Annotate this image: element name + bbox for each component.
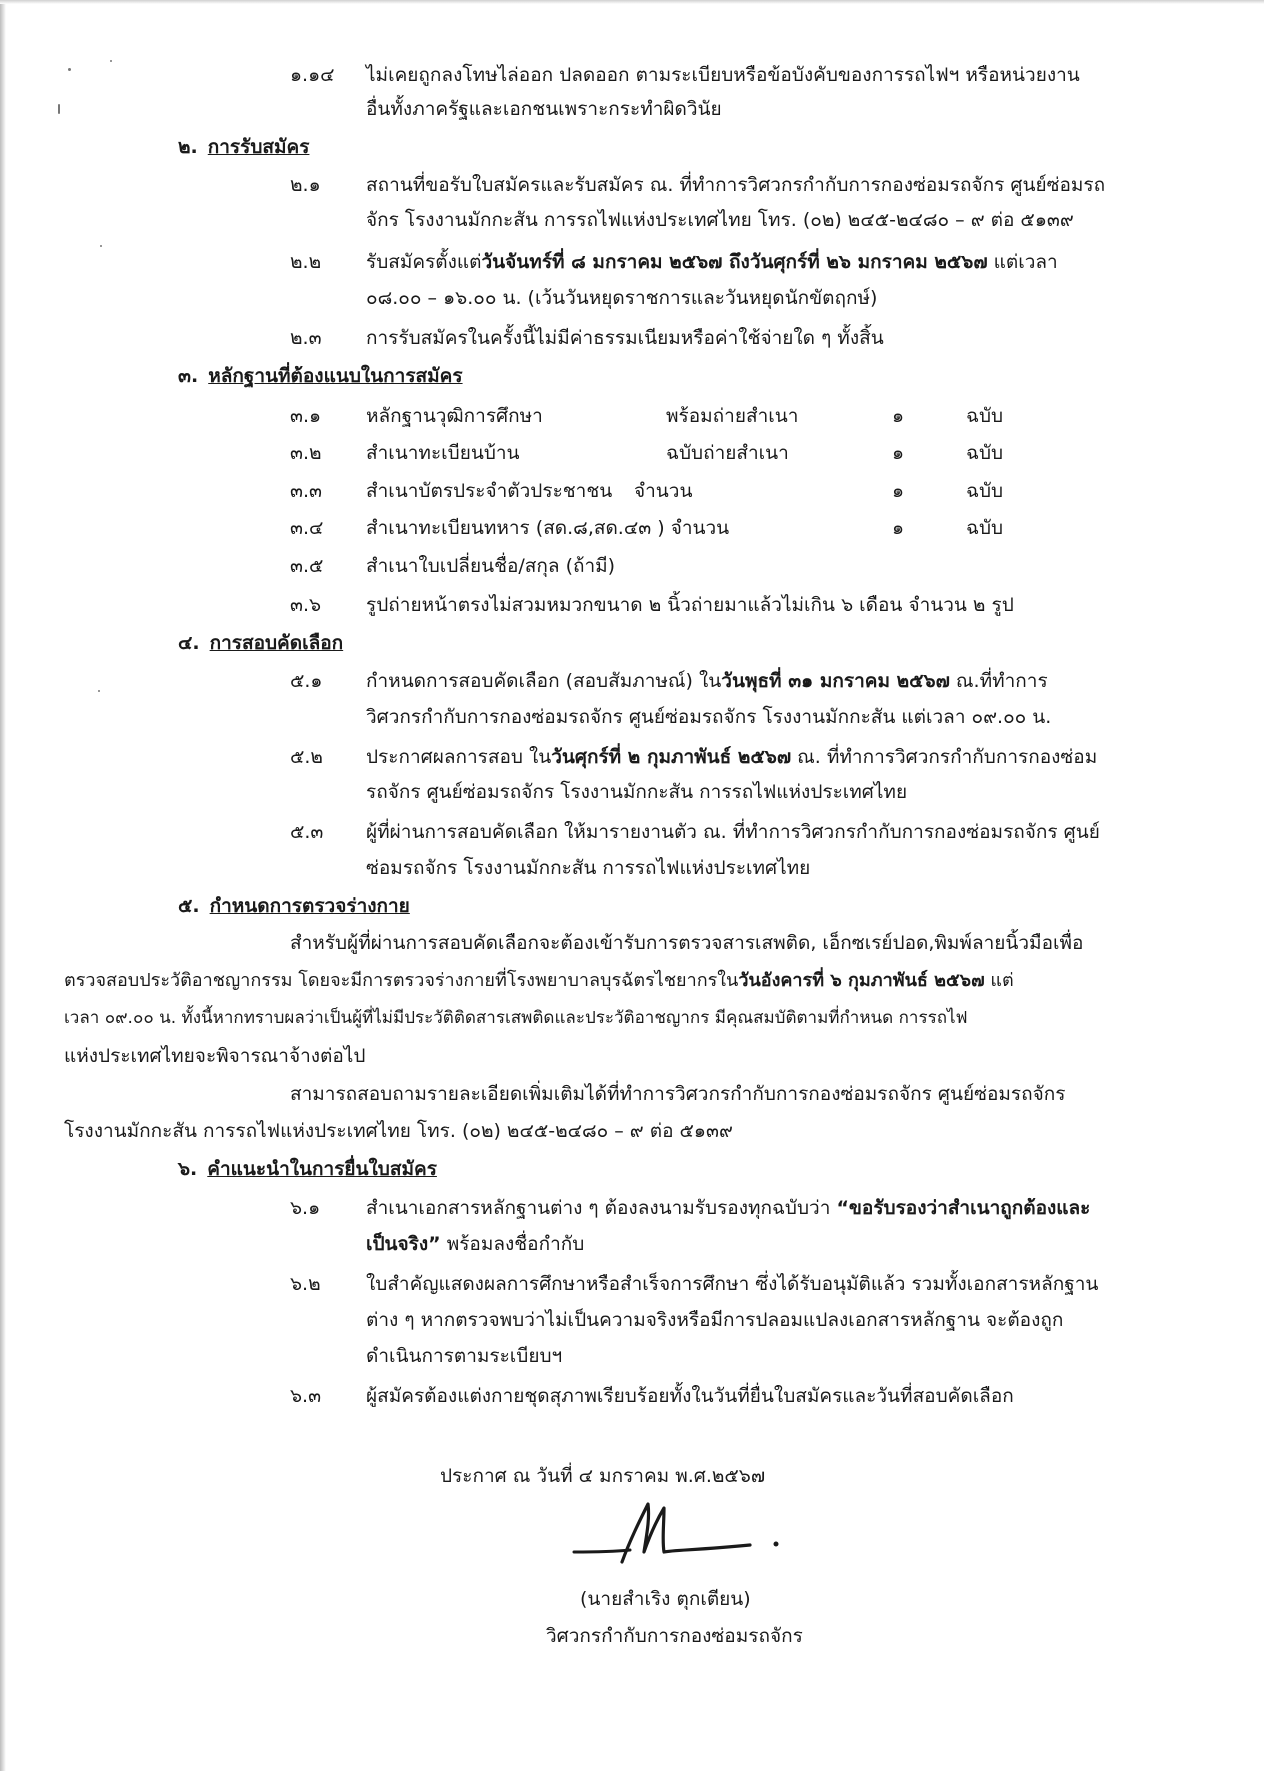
- item-text: [366, 666, 1048, 696]
- unit: ฉบับ: [966, 405, 1004, 427]
- item-number: ๖.๒: [290, 1273, 321, 1295]
- quantity: ๑: [892, 517, 905, 539]
- text-run: ณ. ที่ทำการวิศวกรกำกับการกองซ่อม: [791, 746, 1098, 768]
- item-text: จักร โรงงานมักกะสัน การรถไฟแห่งประเทศไทย โทร. (๐๒) ๒๔๕-๒๔๘๐ – ๙ ต่อ ๕๑๓๙: [366, 209, 1074, 231]
- handwritten-signature: [560, 1490, 800, 1580]
- item-number: ๓.๓: [290, 480, 323, 502]
- item-text: ไม่เคยถูกลงโทษไล่ออก ปลดออก ตามระเบียบหรือข้อบังคับของการรถไฟฯ หรือหน่วยงาน: [366, 64, 1080, 86]
- document-name: สำเนาทะเบียนบ้าน: [366, 442, 520, 464]
- date-emphasis: วันจันทร์ที่ ๘ มกราคม ๒๕๖๗ ถึงวันศุกร์ที่ ๒๖ มกราคม ๒๕๖๗: [481, 251, 988, 273]
- paragraph-text: สามารถสอบถามรายละเอียดเพิ่มเติมได้ที่ทำการวิศวกรกำกับการกองซ่อมรถจักร ศูนย์ซ่อมรถจักร: [290, 1083, 1066, 1105]
- signatory-name: (นายสำเริง ตุกเตียน): [580, 1588, 751, 1610]
- section-title: คำแนะนำในการยื่นใบสมัคร: [207, 1158, 437, 1180]
- section-heading: [178, 891, 410, 921]
- section-title: กำหนดการตรวจร่างกาย: [209, 895, 410, 917]
- item-number: ๓.๒: [290, 442, 322, 464]
- text-run: ประกาศผลการสอบ ใน: [366, 746, 552, 768]
- unit: ฉบับ: [966, 517, 1004, 539]
- item-text: ๐๘.๐๐ – ๑๖.๐๐ น. (เว้นวันหยุดราชการและวันหยุดนักขัตฤกษ์): [366, 287, 878, 309]
- document-name: สำเนาทะเบียนทหาร (สด.๘,สด.๔๓ ) จำนวน: [366, 517, 730, 539]
- scan-edge: [0, 0, 1264, 4]
- item-number: ๑.๑๔: [290, 64, 335, 86]
- section-heading: [178, 1154, 437, 1184]
- unit: ฉบับ: [966, 442, 1004, 464]
- document-name: หลักฐานวุฒิการศึกษา: [366, 405, 543, 427]
- quote-emphasis: “ขอรับรองว่าสำเนาถูกต้องและ: [836, 1197, 1091, 1219]
- unit: ฉบับ: [966, 480, 1004, 502]
- item-text: การรับสมัครในครั้งนี้ไม่มีค่าธรรมเนียมหรือค่าใช้จ่ายใด ๆ ทั้งสิ้น: [366, 327, 884, 349]
- section-heading: [178, 628, 343, 658]
- item-text: อื่นทั้งภาครัฐและเอกชนเพราะกระทำผิดวินัย: [366, 98, 722, 120]
- paragraph-text: แห่งประเทศไทยจะพิจารณาจ้างต่อไป: [64, 1045, 366, 1067]
- text-run: ณ.ที่ทำการ: [949, 670, 1048, 692]
- paragraph-text: เวลา ๐๙.๐๐ น. ทั้งนี้หากทราบผลว่าเป็นผู้ที่ไม่มีประวัติติดสารเสพติดและประวัติอาชญากร มีคุณสมบัติตามที่กำหนด การรถไฟ: [64, 1008, 968, 1028]
- copy-type: จำนวน: [634, 480, 693, 502]
- copy-type: ฉบับถ่ายสำเนา: [666, 442, 789, 464]
- section-number: ๕.: [178, 895, 200, 917]
- item-number: ๓.๖: [290, 594, 322, 616]
- announcement-date: ประกาศ ณ วันที่ ๔ มกราคม พ.ศ.๒๕๖๗: [440, 1465, 766, 1487]
- scan-edge: [0, 0, 6, 1771]
- item-text: สถานที่ขอรับใบสมัครและรับสมัคร ณ. ที่ทำการวิศวกรกำกับการกองซ่อมรถจักร ศูนย์ซ่อมรถ: [366, 174, 1106, 196]
- section-number: ๒.: [178, 136, 198, 158]
- section-title: การรับสมัคร: [207, 136, 310, 158]
- section-number: ๓.: [178, 365, 199, 387]
- item-text: [366, 247, 1058, 277]
- item-text: [366, 1229, 584, 1259]
- text-run: แต่: [984, 970, 1014, 991]
- section-title: หลักฐานที่ต้องแนบในการสมัคร: [208, 365, 463, 387]
- item-text: ผู้ที่ผ่านการสอบคัดเลือก ให้มารายงานตัว ณ. ที่ทำการวิศวกรกำกับการกองซ่อมรถจักร ศูนย์: [366, 821, 1100, 843]
- text-run: กำหนดการสอบคัดเลือก (สอบสัมภาษณ์) ใน: [366, 670, 722, 692]
- item-number: ๓.๕: [290, 555, 324, 577]
- item-text: [366, 1193, 1090, 1223]
- item-text: [366, 742, 1097, 772]
- item-text: ซ่อมรถจักร โรงงานมักกะสัน การรถไฟแห่งประเทศไทย: [366, 857, 811, 879]
- date-emphasis: วันศุกร์ที่ ๒ กุมภาพันธ์ ๒๕๖๗: [551, 746, 792, 768]
- item-text: สำเนาใบเปลี่ยนชื่อ/สกุล (ถ้ามี): [366, 555, 616, 577]
- document-name: สำเนาบัตรประจำตัวประชาชน: [366, 480, 613, 502]
- item-text: รูปถ่ายหน้าตรงไม่สวมหมวกขนาด ๒ นิ้วถ่ายมาแล้วไม่เกิน ๖ เดือน จำนวน ๒ รูป: [366, 594, 1014, 616]
- quote-emphasis: เป็นจริง”: [366, 1233, 441, 1255]
- item-number: ๒.๒: [290, 251, 322, 273]
- paragraph-text: สำหรับผู้ที่ผ่านการสอบคัดเลือกจะต้องเข้ารับการตรวจสารเสพติด, เอ็กซเรย์ปอด,พิมพ์ลายนิ้วมือเพื่อ: [290, 932, 1084, 954]
- item-number: ๕.๓: [290, 821, 324, 843]
- paragraph-text: โรงงานมักกะสัน การรถไฟแห่งประเทศไทย โทร. (๐๒) ๒๔๕-๒๔๘๐ – ๙ ต่อ ๕๑๓๙: [64, 1120, 733, 1142]
- section-heading: [178, 132, 309, 162]
- scan-speck: [68, 68, 71, 71]
- item-number: ๒.๑: [290, 174, 321, 196]
- text-run: พร้อมลงชื่อกำกับ: [440, 1233, 585, 1255]
- item-number: ๖.๓: [290, 1385, 322, 1407]
- date-emphasis: วันอังคารที่ ๖ กุมภาพันธ์ ๒๕๖๗: [738, 970, 985, 991]
- item-number: ๖.๑: [290, 1197, 321, 1219]
- item-text: ใบสำคัญแสดงผลการศึกษาหรือสำเร็จการศึกษา ซึ่งได้รับอนุมัติแล้ว รวมทั้งเอกสารหลักฐาน: [366, 1273, 1099, 1295]
- scan-speck: [110, 60, 112, 62]
- quantity: ๑: [892, 480, 905, 502]
- scan-speck: [58, 104, 60, 114]
- quantity: ๑: [892, 405, 905, 427]
- date-emphasis: วันพุธที่ ๓๑ มกราคม ๒๕๖๗: [721, 670, 950, 692]
- text-run: แต่เวลา: [987, 251, 1058, 273]
- item-text: ผู้สมัครต้องแต่งกายชุดสุภาพเรียบร้อยทั้งในวันที่ยื่นใบสมัครและวันที่สอบคัดเลือก: [366, 1385, 1014, 1407]
- text-run: ตรวจสอบประวัติอาชญากรรม โดยจะมีการตรวจร่างกายที่โรงพยาบาลบุรฉัตรไชยากรใน: [64, 970, 739, 991]
- quantity: ๑: [892, 442, 905, 464]
- item-number: ๓.๔: [290, 517, 324, 539]
- item-number: ๕.๒: [290, 746, 323, 768]
- signatory-position: วิศวกรกำกับการกองซ่อมรถจักร: [546, 1625, 803, 1647]
- copy-type: พร้อมถ่ายสำเนา: [666, 405, 799, 427]
- text-run: รับสมัครตั้งแต่: [366, 251, 482, 273]
- section-heading: [178, 361, 463, 391]
- section-number: ๔.: [178, 632, 200, 654]
- item-text: ต่าง ๆ หากตรวจพบว่าไม่เป็นความจริงหรือมีการปลอมแปลงเอกสารหลักฐาน จะต้องถูก: [366, 1309, 1064, 1331]
- scan-speck: [100, 245, 102, 247]
- item-text: รถจักร ศูนย์ซ่อมรถจักร โรงงานมักกะสัน การรถไฟแห่งประเทศไทย: [366, 781, 908, 803]
- item-number: ๕.๑: [290, 670, 323, 692]
- paragraph-text: [64, 966, 1014, 996]
- item-number: ๒.๓: [290, 327, 322, 349]
- item-number: ๓.๑: [290, 405, 322, 427]
- text-run: สำเนาเอกสารหลักฐานต่าง ๆ ต้องลงนามรับรองทุกฉบับว่า: [366, 1197, 837, 1219]
- section-title: การสอบคัดเลือก: [209, 632, 344, 654]
- section-number: ๖.: [178, 1158, 198, 1180]
- item-text: ดำเนินการตามระเบียบฯ: [366, 1345, 563, 1367]
- item-text: วิศวกรกำกับการกองซ่อมรถจักร ศูนย์ซ่อมรถจักร โรงงานมักกะสัน แต่เวลา ๐๙.๐๐ น.: [366, 706, 1052, 728]
- scan-speck: [98, 690, 100, 692]
